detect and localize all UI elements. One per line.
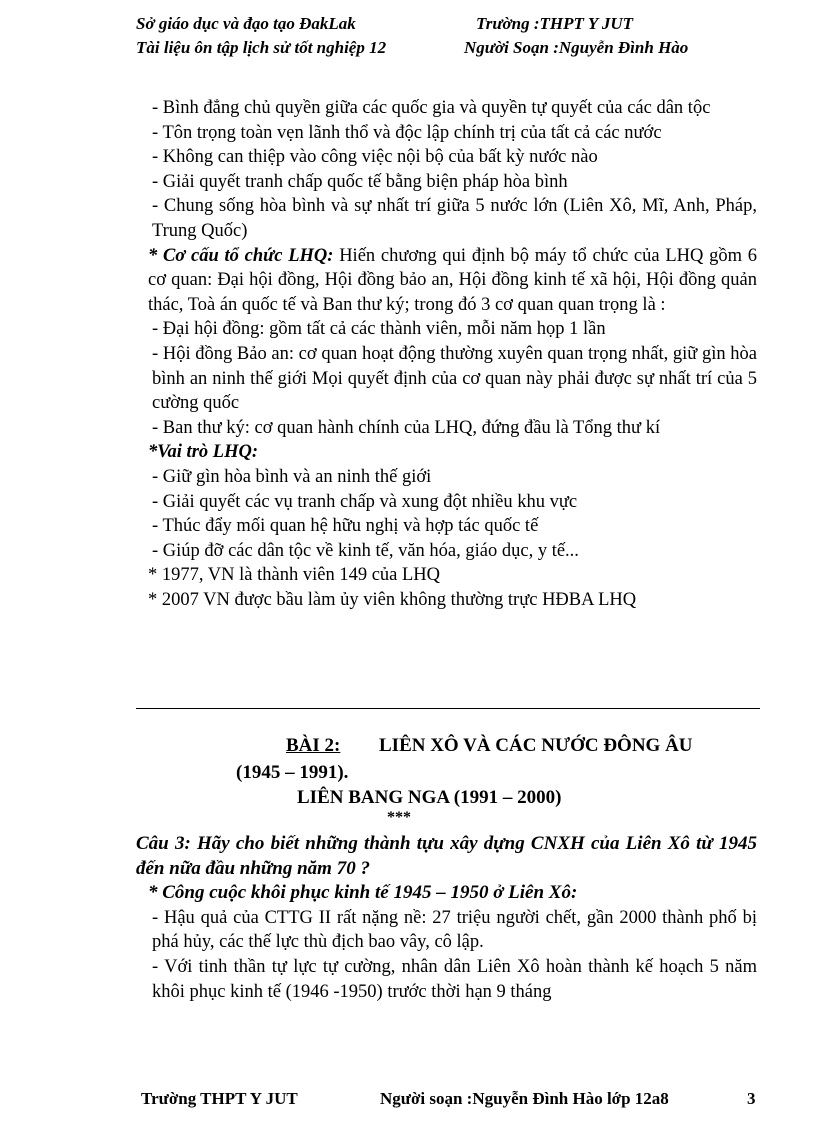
principle-item: - Bình đẳng chủ quyền giữa các quốc gia và quyền tự quyết của các dân tộc [152, 98, 711, 118]
role-item: - Giúp đỡ các dân tộc về kinh tế, văn hóa, giáo dục, y tế... [152, 540, 579, 561]
header-school: Trường :THPT Y JUT [476, 14, 634, 33]
question-section [136, 832, 757, 1004]
organ-item: - Hội đồng Bảo an: cơ quan hoạt động thường xuyên quan trọng nhất, giữ gìn hòa bình an ninh thế giới Mọi quyết định của cơ quan này phải được sự nhất trí của 5 cường quốc [152, 343, 757, 414]
role-item: - Giải quyết các vụ tranh chấp và xung đột nhiều khu vực [152, 491, 578, 512]
lesson-subtitle: LIÊN BANG NGA (1991 – 2000) [297, 787, 562, 808]
section-divider [136, 708, 760, 709]
principle-item: - Giải quyết tranh chấp quốc tế bằng biện pháp hòa bình [152, 171, 568, 192]
question-paragraph: - Với tinh thần tự lực tự cường, nhân dân Liên Xô hoàn thành kế hoạch 5 năm khôi phục kinh tế (1946 -1950) trước thời hạn 9 tháng [152, 956, 757, 1002]
main-content [136, 96, 757, 612]
note-item: * 2007 VN được bầu làm ủy viên không thường trực HĐBA LHQ [148, 589, 637, 610]
question-paragraph: - Hậu quả của CTTG II rất nặng nề: 27 triệu người chết, gần 2000 thành phố bị phá hủy, các thế lực thù địch bao vây, cô lập. [152, 907, 757, 953]
header-department: Sở giáo dục và đạo tạo ĐakLak [136, 14, 356, 33]
role-item: - Giữ gìn hòa bình và an ninh thế giới [152, 466, 432, 487]
structure-heading: * Cơ cấu tổ chức LHQ: [148, 245, 334, 266]
header-line-2 [136, 38, 689, 58]
organ-item: - Ban thư ký: cơ quan hành chính của LHQ, đứng đầu là Tổng thư kí [152, 417, 661, 438]
lesson-stars: *** [387, 809, 411, 826]
lesson-period: (1945 – 1991). [236, 762, 349, 783]
footer-school: Trường THPT Y JUT [141, 1089, 298, 1108]
role-item: - Thúc đẩy mối quan hệ hữu nghị và hợp tác quốc tế [152, 516, 539, 537]
lesson-label: BÀI 2: [286, 735, 341, 756]
question-text: Câu 3: Hãy cho biết những thành tựu xây dựng CNXH của Liên Xô từ 1945 đến nữa đầu những năm 70 ? [136, 833, 757, 879]
principle-item: - Tôn trọng toàn vẹn lãnh thổ và độc lập chính trị của tất cả các nước [152, 122, 662, 143]
role-heading: *Vai trò LHQ: [148, 442, 258, 463]
principle-item: - Chung sống hòa bình và sự nhất trí giữa 5 nước lớn (Liên Xô, Mĩ, Anh, Pháp, Trung Quốc) [152, 196, 757, 241]
organ-item: - Đại hội đồng: gồm tất cả các thành viên, mỗi năm họp 1 lần [152, 319, 606, 340]
principle-item: - Không can thiệp vào công việc nội bộ của bất kỳ nước nào [152, 147, 598, 168]
header-author: Người Soạn :Nguyễn Đình Hào [464, 38, 689, 57]
structure-text: Hiến chương qui định bộ máy tổ chức của LHQ gồm 6 cơ quan: Đại hội đồng, Hội đồng bảo an, Hội đồng kinh tế xã hội, Hội đồng quản thác, Toà án quốc tế và Ban thư ký; trong đó 3 cơ quan quan trọng là : [148, 245, 757, 315]
footer-author: Người soạn :Nguyễn Đình Hào lớp 12a8 [380, 1089, 669, 1108]
structure-paragraph [136, 244, 757, 318]
header-document-title: Tài liệu ôn tập lịch sử tốt nghiệp 12 [136, 38, 387, 57]
page-number: 3 [747, 1089, 756, 1108]
header-line-1 [136, 14, 634, 34]
note-item: * 1977, VN là thành viên 149 của LHQ [148, 565, 441, 586]
lesson-title: LIÊN XÔ VÀ CÁC NƯỚC ĐÔNG ÂU [379, 735, 693, 756]
question-subheading: * Công cuộc khôi phục kinh tế 1945 – 1950 ở Liên Xô: [148, 882, 578, 904]
